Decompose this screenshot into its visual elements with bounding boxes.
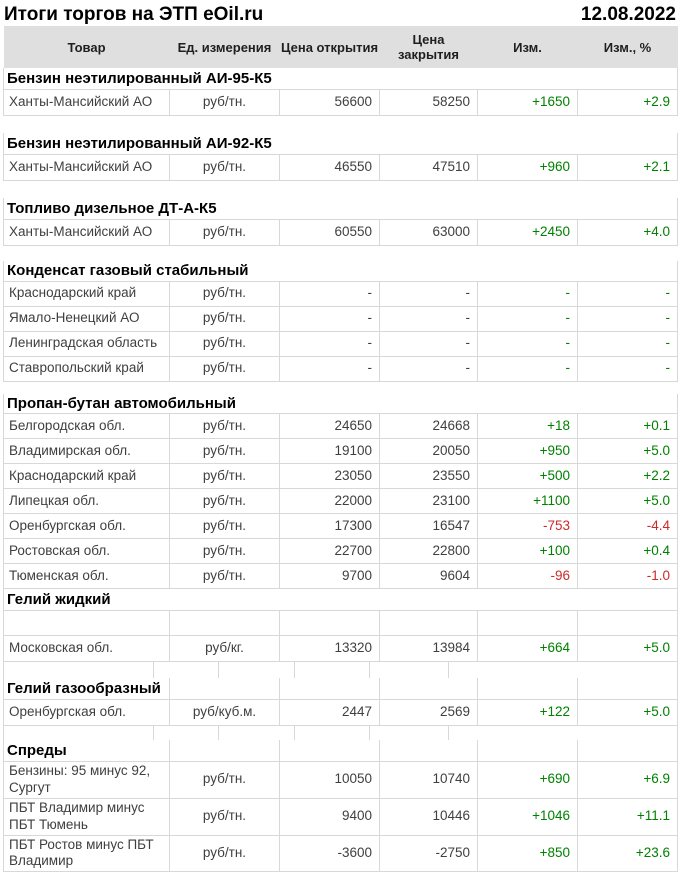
spacer-row [4,115,678,133]
unit-cell: руб/тн. [170,762,280,799]
change-pct-cell: - [578,331,678,356]
open-price-cell: 2447 [280,700,380,726]
change-cell: +850 [478,835,578,872]
section-title: Гелий газообразный [4,678,170,700]
section-title-row [4,68,678,89]
spacer-row [4,726,678,740]
change-cell: +1046 [478,798,578,835]
close-price-cell: 23100 [380,489,478,514]
report-date: 12.08.2022 [580,4,676,25]
change-cell: +122 [478,700,578,726]
close-price-cell: 23550 [380,464,478,489]
unit-cell: руб/тн. [170,331,280,356]
close-price-cell: 13984 [380,636,478,662]
page-title: Итоги торгов на ЭТП eOil.ru [4,4,264,25]
product-cell: Белгородская обл. [4,414,170,439]
open-price-cell: 60550 [280,219,380,245]
column-header-change-pct: Изм., % [578,26,678,68]
empty-row [4,611,678,636]
column-header-open-price: Цена открытия [280,26,380,68]
product-cell: Ставропольский край [4,356,170,381]
unit-cell: руб/тн. [170,306,280,331]
change-pct-cell: +4.0 [578,219,678,245]
change-pct-cell: +5.0 [578,700,678,726]
open-price-cell: 46550 [280,154,380,180]
unit-cell: руб/тн. [170,564,280,589]
unit-cell: руб/тн. [170,219,280,245]
table-row [4,514,678,539]
table-row [4,636,678,662]
unit-cell: руб/тн. [170,489,280,514]
product-cell: Московская обл. [4,636,170,662]
table-row [4,306,678,331]
section-title: Бензин неэтилированный АИ-95-К5 [4,68,678,89]
product-cell: Владимирская обл. [4,439,170,464]
open-price-cell: 22000 [280,489,380,514]
unit-cell: руб/тн. [170,464,280,489]
product-cell: Оренбургская обл. [4,700,170,726]
change-cell: - [478,331,578,356]
product-cell: Бензины: 95 минус 92, Сургут [4,762,170,799]
open-price-cell: -3600 [280,835,380,872]
product-cell: Ростовская обл. [4,539,170,564]
column-header-unit: Ед. измерения [170,26,280,68]
change-cell: +690 [478,762,578,799]
spacer-row [4,180,678,198]
product-cell: Ямало-Ненецкий АО [4,306,170,331]
product-cell: Краснодарский край [4,281,170,306]
change-cell: +960 [478,154,578,180]
open-price-cell: - [280,306,380,331]
table-row [4,489,678,514]
change-pct-cell: +2.9 [578,89,678,115]
unit-cell: руб/тн. [170,835,280,872]
section-title-row [4,133,678,154]
open-price-cell: 10050 [280,762,380,799]
change-cell: +950 [478,439,578,464]
open-price-cell: 9400 [280,798,380,835]
open-price-cell: - [280,281,380,306]
section-title-row [4,740,678,762]
close-price-cell: 24668 [380,414,478,439]
close-price-cell: 20050 [380,439,478,464]
close-price-cell: 10446 [380,798,478,835]
open-price-cell: 9700 [280,564,380,589]
close-price-cell: 16547 [380,514,478,539]
product-cell: ПБТ Ростов минус ПБТ Владимир [4,835,170,872]
unit-cell: руб/кг. [170,636,280,662]
spacer-row [4,381,678,394]
table-row [4,154,678,180]
change-pct-cell: +2.2 [578,464,678,489]
table-header-row [4,26,678,68]
change-cell: +664 [478,636,578,662]
change-cell: - [478,356,578,381]
open-price-cell: 17300 [280,514,380,539]
close-price-cell: - [380,306,478,331]
change-pct-cell: +0.4 [578,539,678,564]
unit-cell: руб/тн. [170,414,280,439]
section-title: Гелий жидкий [4,589,678,611]
open-price-cell: 24650 [280,414,380,439]
change-pct-cell: +11.1 [578,798,678,835]
change-pct-cell: +5.0 [578,636,678,662]
change-cell: +18 [478,414,578,439]
trading-results-table [3,26,678,872]
change-cell: +100 [478,539,578,564]
close-price-cell: - [380,356,478,381]
column-header-close-price: Цена закрытия [380,26,478,68]
product-cell: Ханты-Мансийский АО [4,89,170,115]
table-row [4,439,678,464]
change-pct-cell: +2.1 [578,154,678,180]
product-cell: Липецкая обл. [4,489,170,514]
table-row [4,414,678,439]
column-header-change: Изм. [478,26,578,68]
close-price-cell: 9604 [380,564,478,589]
product-cell: Ханты-Мансийский АО [4,219,170,245]
section-title: Конденсат газовый стабильный [4,261,678,281]
close-price-cell: 22800 [380,539,478,564]
close-price-cell: - [380,281,478,306]
table-row [4,331,678,356]
close-price-cell: 58250 [380,89,478,115]
change-pct-cell: +5.0 [578,439,678,464]
spacer-row [4,245,678,261]
section-title-row [4,261,678,281]
change-pct-cell: +23.6 [578,835,678,872]
title-bar [0,0,680,26]
close-price-cell: 63000 [380,219,478,245]
unit-cell: руб/тн. [170,281,280,306]
unit-cell: руб/тн. [170,89,280,115]
table-row [4,356,678,381]
open-price-cell: - [280,331,380,356]
change-cell: -96 [478,564,578,589]
table-row [4,89,678,115]
column-header-product: Товар [4,26,170,68]
change-cell: - [478,306,578,331]
unit-cell: руб/тн. [170,154,280,180]
unit-cell: руб/тн. [170,798,280,835]
section-title: Спреды [4,740,170,762]
close-price-cell: 47510 [380,154,478,180]
open-price-cell: 56600 [280,89,380,115]
open-price-cell: 13320 [280,636,380,662]
open-price-cell: 22700 [280,539,380,564]
table-row [4,798,678,835]
table-row [4,762,678,799]
product-cell: Оренбургская обл. [4,514,170,539]
change-cell: +1100 [478,489,578,514]
change-cell: - [478,281,578,306]
change-cell: -753 [478,514,578,539]
change-pct-cell: +6.9 [578,762,678,799]
close-price-cell: 2569 [380,700,478,726]
open-price-cell: 19100 [280,439,380,464]
change-pct-cell: +0.1 [578,414,678,439]
close-price-cell: -2750 [380,835,478,872]
section-title: Бензин неэтилированный АИ-92-К5 [4,133,678,154]
change-pct-cell: - [578,306,678,331]
product-cell: Краснодарский край [4,464,170,489]
change-cell: +1650 [478,89,578,115]
table-row [4,539,678,564]
product-cell: Ханты-Мансийский АО [4,154,170,180]
section-title-row [4,198,678,219]
close-price-cell: - [380,331,478,356]
section-title: Пропан-бутан автомобильный [4,394,678,414]
product-cell: Ленинградская область [4,331,170,356]
table-row [4,281,678,306]
product-cell: ПБТ Владимир минус ПБТ Тюмень [4,798,170,835]
close-price-cell: 10740 [380,762,478,799]
product-cell: Тюменская обл. [4,564,170,589]
table-row [4,464,678,489]
change-cell: +2450 [478,219,578,245]
spacer-row [4,662,678,678]
section-title-row [4,589,678,611]
change-pct-cell: -4.4 [578,514,678,539]
change-cell: +500 [478,464,578,489]
change-pct-cell: +5.0 [578,489,678,514]
change-pct-cell: - [578,281,678,306]
table-row [4,219,678,245]
section-title-row [4,394,678,414]
unit-cell: руб/куб.м. [170,700,280,726]
unit-cell: руб/тн. [170,356,280,381]
unit-cell: руб/тн. [170,439,280,464]
unit-cell: руб/тн. [170,539,280,564]
section-title-row [4,678,678,700]
table-row [4,564,678,589]
open-price-cell: - [280,356,380,381]
table-row [4,835,678,872]
section-title: Топливо дизельное ДТ-А-К5 [4,198,678,219]
change-pct-cell: -1.0 [578,564,678,589]
open-price-cell: 23050 [280,464,380,489]
unit-cell: руб/тн. [170,514,280,539]
change-pct-cell: - [578,356,678,381]
table-row [4,700,678,726]
